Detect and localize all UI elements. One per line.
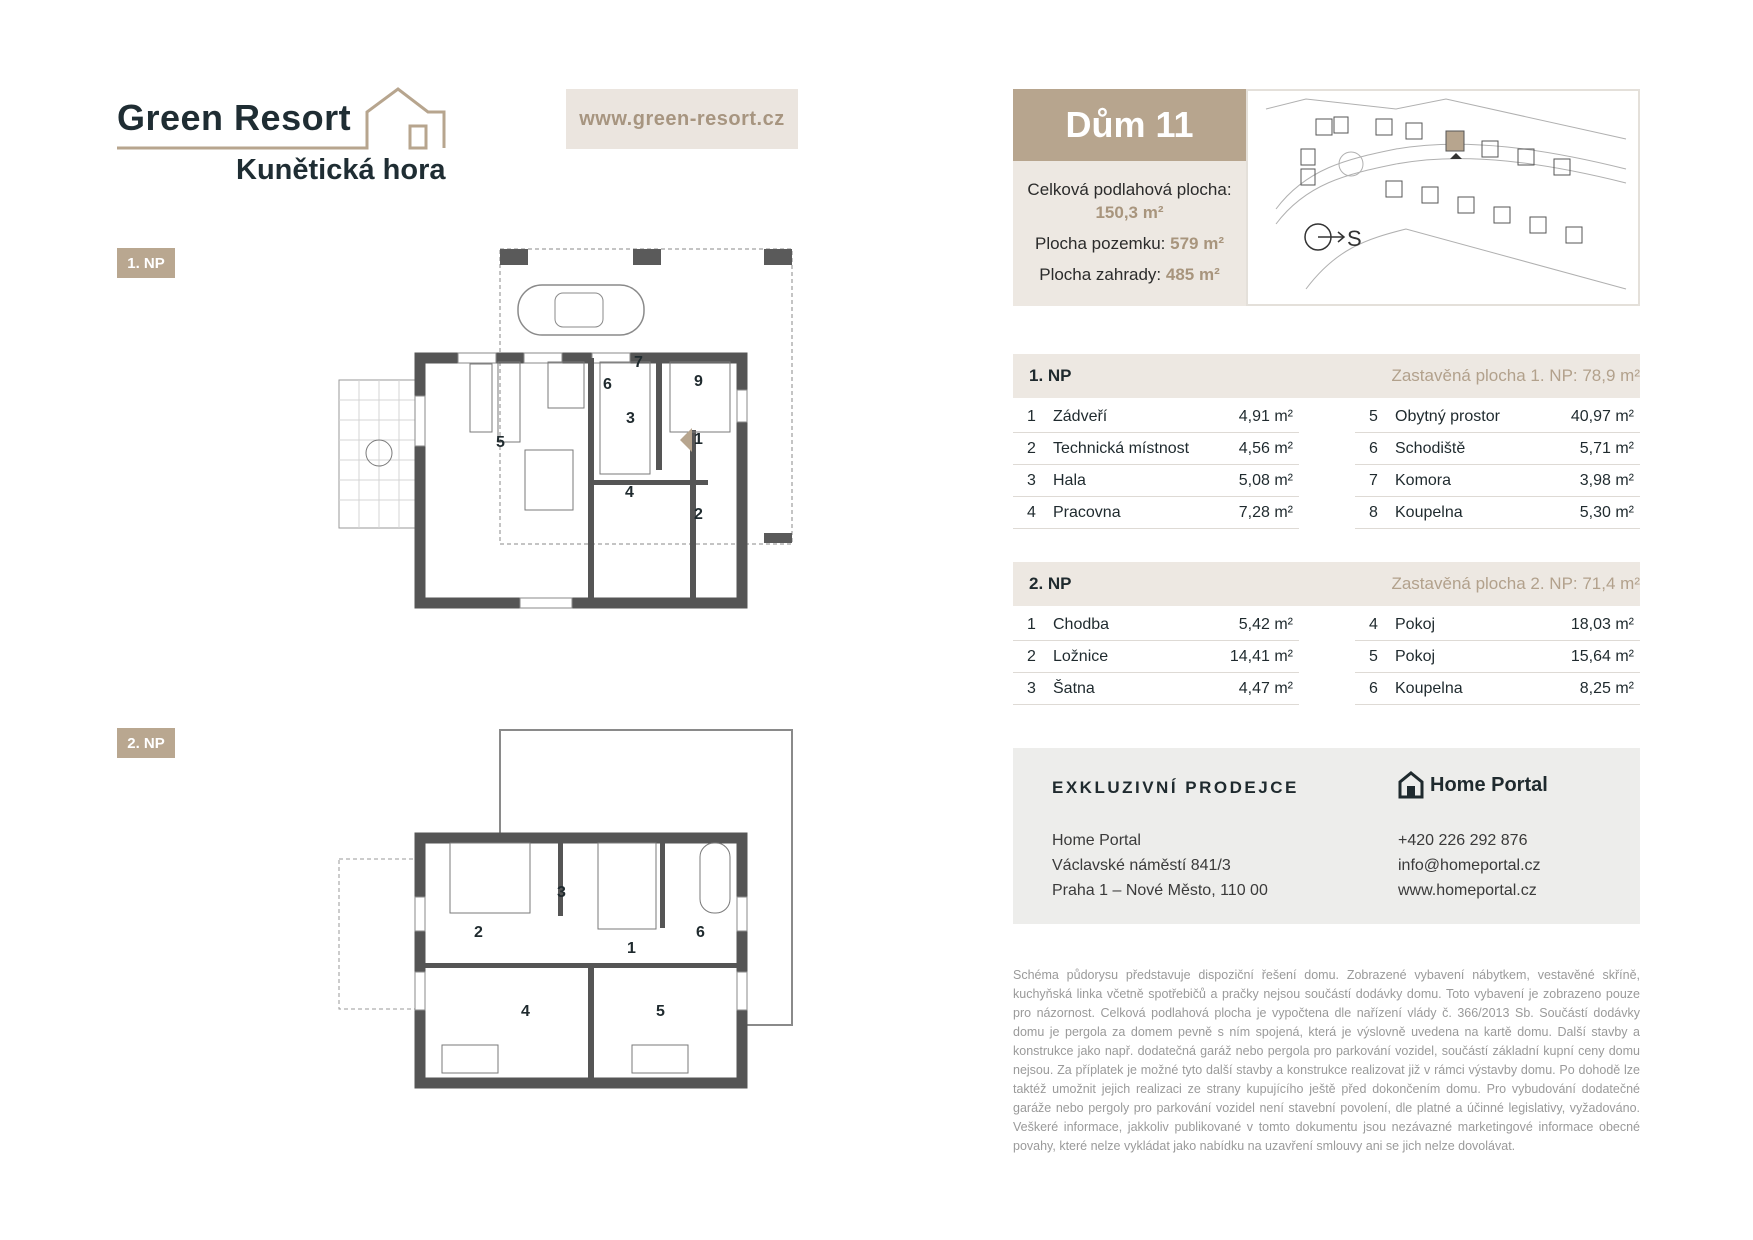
np1-rooms-right xyxy=(1355,401,1640,529)
np1-room-row xyxy=(1013,465,1299,497)
room-area: 40,97 m² xyxy=(1570,408,1634,425)
np1-title: 1. NP xyxy=(1029,366,1072,385)
np1-built-area: Zastavěná plocha 1. NP: 78,9 m² xyxy=(1391,366,1640,385)
np1-room-row xyxy=(1013,433,1299,465)
room-number: 6 xyxy=(1369,440,1378,457)
total-area-value: 150,3 m² xyxy=(1095,203,1164,222)
plan2-label-5: 5 xyxy=(656,1003,665,1020)
floor1-tag: 1. NP xyxy=(117,248,175,278)
np2-room-row xyxy=(1013,673,1299,705)
room-number: 3 xyxy=(1027,472,1036,489)
plan1-label-7: 7 xyxy=(634,354,643,371)
np2-title: 2. NP xyxy=(1029,574,1072,593)
plan2-label-1: 1 xyxy=(627,940,636,957)
room-number: 2 xyxy=(1027,648,1036,665)
house-areas xyxy=(1013,178,1246,286)
floorplan-1np xyxy=(330,240,810,620)
plan2-label-2: 2 xyxy=(474,924,483,941)
address-line-1: Home Portal xyxy=(1052,832,1141,849)
room-name: Pokoj xyxy=(1395,616,1436,633)
brand-location: Kunětická hora xyxy=(236,154,446,186)
website-link-homeportal[interactable]: www.homeportal.cz xyxy=(1398,882,1537,899)
room-area: 4,47 m² xyxy=(1238,680,1293,697)
room-number: 8 xyxy=(1369,504,1378,521)
disclaimer-text: Schéma půdorysu představuje dispoziční řešení domu. Zobrazené vybavení nábytkem, vestavěné skříně, kuchyňská linka včetně spotřebičů a pračky nejsou součástí dodávky domu. Toto vybavení je zobrazeno pouze pro názornost. Celková podlahová plocha je vypočtena dle nařízení vlády č. 366/2013 Sb. Součástí dodávky domu je pergola za domem pevně s ním spojená, která je výslovně uvedena na kartě domu. Další stavby a konstrukce jako např. dodatečná garáž nebo pergola pro parkování vozidel, součástí základní kupní ceny domu nejsou. Za příplatek je možné tyto další stavby a konstrukce realizovat již v rámci výstavby domu. Po dohodě lze taktéž umožnit jejich realizaci ze strany kupujícího ještě před dokončením domu. Pro vybudování dodatečné garáže nebo pergoly pro parkování vozidel není stavební povolení, dle platné a účinné legislativy, vyžadováno. Veškeré informace, jakkoliv publikované v tomto dokumentu jsou nezávazné marketingové informace obecné povahy, které nelze vykládat jako nabídku na uzavření smlouvy ani se jich nelze dovolávat. xyxy=(1013,968,1640,1153)
room-area: 3,98 m² xyxy=(1579,472,1634,489)
site-map xyxy=(1246,89,1640,306)
room-name: Koupelna xyxy=(1395,680,1463,697)
room-name: Schodiště xyxy=(1395,440,1466,457)
np1-room-row xyxy=(1355,433,1640,465)
room-name: Technická místnost xyxy=(1053,440,1190,457)
room-number: 3 xyxy=(1027,680,1036,697)
room-area: 18,03 m² xyxy=(1570,616,1634,633)
np1-room-row xyxy=(1013,497,1299,529)
np2-rooms-left xyxy=(1013,609,1299,705)
plan1-label-2: 2 xyxy=(694,506,703,523)
room-name: Obytný prostor xyxy=(1395,408,1500,425)
np1-room-row xyxy=(1013,401,1299,433)
np2-built-area: Zastavěná plocha 2. NP: 71,4 m² xyxy=(1391,574,1640,593)
room-area: 15,64 m² xyxy=(1570,648,1634,665)
plan1-label-9: 9 xyxy=(694,373,703,390)
plan1-label-5: 5 xyxy=(496,434,505,451)
np1-room-row xyxy=(1355,465,1640,497)
floorplan-2np xyxy=(330,725,810,1095)
plot-area-value: 579 m² xyxy=(1170,234,1224,253)
np2-rooms-right xyxy=(1355,609,1640,705)
room-number: 1 xyxy=(1027,616,1036,633)
email-link[interactable]: info@homeportal.cz xyxy=(1398,857,1541,874)
room-number: 1 xyxy=(1027,408,1036,425)
np1-rooms-left xyxy=(1013,401,1299,529)
plan1-label-6: 6 xyxy=(603,376,612,393)
plan2-label-4: 4 xyxy=(521,1003,530,1020)
room-number: 2 xyxy=(1027,440,1036,457)
room-area: 7,28 m² xyxy=(1238,504,1293,521)
plan1-label-3: 3 xyxy=(626,410,635,427)
room-number: 5 xyxy=(1369,408,1378,425)
garden-area-value: 485 m² xyxy=(1165,265,1220,284)
room-number: 4 xyxy=(1027,504,1036,521)
np2-room-row xyxy=(1013,609,1299,641)
home-portal-logo xyxy=(1398,770,1548,800)
room-area: 4,56 m² xyxy=(1238,440,1293,457)
house-title: Dům 11 xyxy=(1013,89,1246,161)
room-name: Chodba xyxy=(1053,616,1110,633)
room-area: 5,08 m² xyxy=(1238,472,1293,489)
floor2-tag: 2. NP xyxy=(117,728,175,758)
brand-name: Green Resort xyxy=(117,97,352,138)
address-line-3: Praha 1 – Nové Město, 110 00 xyxy=(1052,882,1268,899)
room-name: Koupelna xyxy=(1395,504,1463,521)
compass-label: S xyxy=(1347,226,1362,251)
room-area: 4,91 m² xyxy=(1238,408,1293,425)
room-area: 14,41 m² xyxy=(1229,648,1293,665)
np2-room-row xyxy=(1355,641,1640,673)
exclusive-seller-title: EXKLUZIVNÍ PRODEJCE xyxy=(1052,778,1299,797)
room-area: 5,42 m² xyxy=(1238,616,1293,633)
room-name: Hala xyxy=(1053,472,1086,489)
room-area: 8,25 m² xyxy=(1579,680,1634,697)
home-portal-logo-text: Home Portal xyxy=(1430,773,1548,796)
np2-room-row xyxy=(1355,673,1640,705)
np1-room-row xyxy=(1355,497,1640,529)
room-name: Ložnice xyxy=(1053,648,1109,665)
website-link[interactable]: www.green-resort.cz xyxy=(566,89,798,149)
room-name: Pokoj xyxy=(1395,648,1436,665)
plan1-label-1: 1 xyxy=(694,431,703,448)
room-name: Šatna xyxy=(1053,680,1095,697)
phone-link[interactable]: +420 226 292 876 xyxy=(1398,832,1528,849)
address-line-2: Václavské náměstí 841/3 xyxy=(1052,857,1231,874)
np2-room-row xyxy=(1013,641,1299,673)
room-name: Zádveří xyxy=(1053,408,1108,425)
room-name: Komora xyxy=(1395,472,1452,489)
plot-area-label: Plocha pozemku: xyxy=(1034,234,1166,253)
seller-address xyxy=(1052,828,1268,903)
np1-room-row xyxy=(1355,401,1640,433)
garden-area-label: Plocha zahrady: xyxy=(1039,265,1162,284)
room-area: 5,71 m² xyxy=(1579,440,1634,457)
np2-room-row xyxy=(1355,609,1640,641)
plan2-label-3: 3 xyxy=(557,884,566,901)
plan2-label-6: 6 xyxy=(696,924,705,941)
total-area-label: Celková podlahová plocha: xyxy=(1027,180,1232,199)
room-number: 5 xyxy=(1369,648,1378,665)
seller-contacts xyxy=(1398,828,1541,903)
room-number: 7 xyxy=(1369,472,1378,489)
room-area: 5,30 m² xyxy=(1579,504,1634,521)
room-name: Pracovna xyxy=(1053,504,1121,521)
home-portal-icon xyxy=(1398,771,1424,799)
room-number: 4 xyxy=(1369,616,1378,633)
plan1-label-4: 4 xyxy=(625,484,634,501)
room-number: 6 xyxy=(1369,680,1378,697)
